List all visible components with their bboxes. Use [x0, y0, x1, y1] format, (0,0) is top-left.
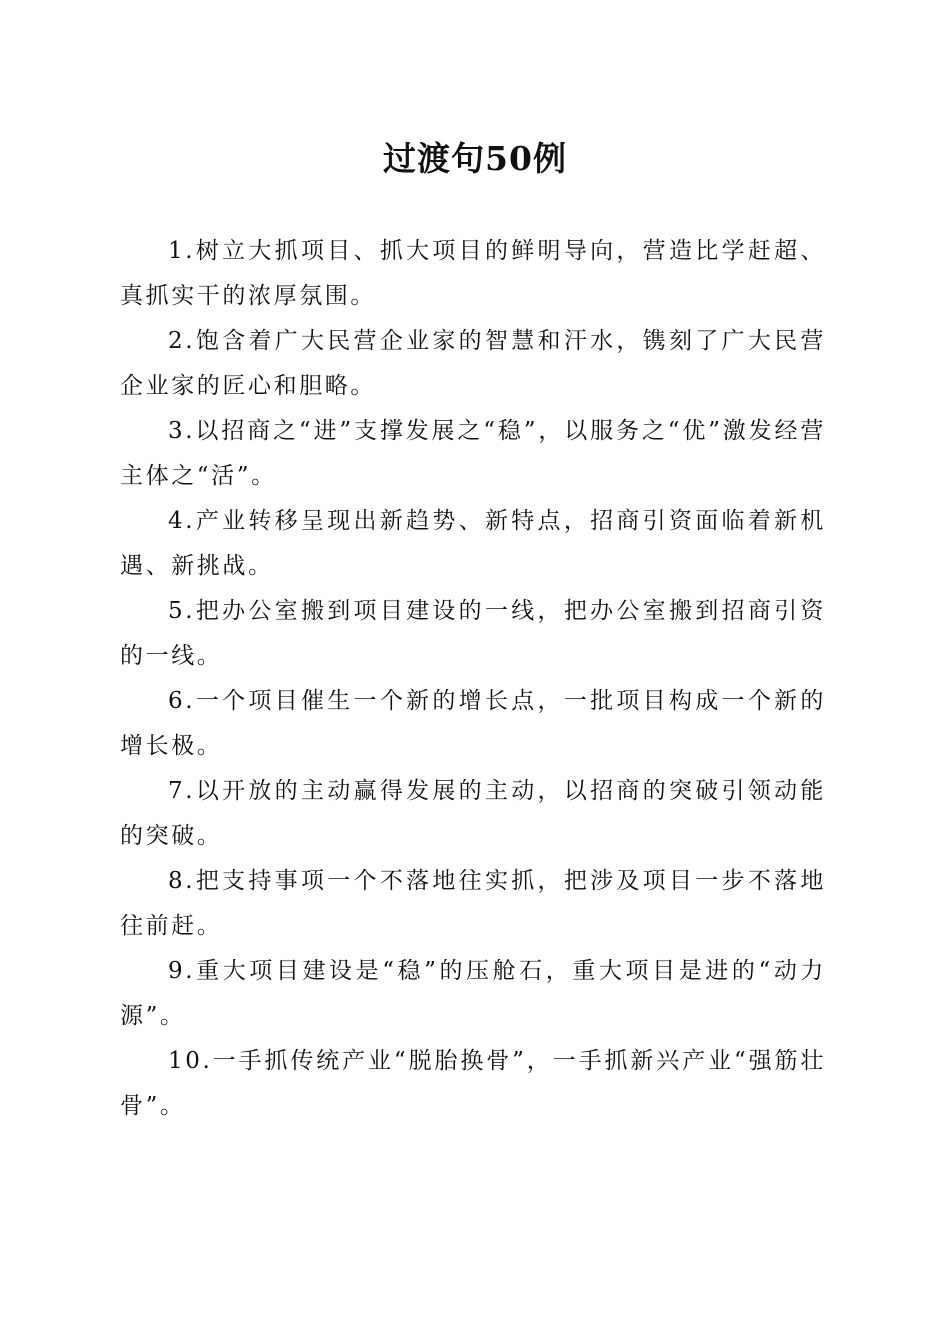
- paragraph-4: 4.产业转移呈现出新趋势、新特点，招商引资面临着新机遇、新挑战。: [120, 508, 826, 579]
- paragraph-2: 2.饱含着广大民营企业家的智慧和汗水，镌刻了广大民营企业家的匠心和胆略。: [120, 328, 826, 399]
- paragraph-1: 1.树立大抓项目、抓大项目的鲜明导向，营造比学赶超、真抓实干的浓厚氛围。: [120, 238, 826, 309]
- paragraph-5: 5.把办公室搬到项目建设的一线，把办公室搬到招商引资的一线。: [120, 598, 826, 669]
- document-title: 过渡句50例: [383, 139, 567, 178]
- paragraph-3: 3.以招商之“进”支撑发展之“稳”，以服务之“优”激发经营主体之“活”。: [120, 418, 826, 489]
- paragraph-7: 7.以开放的主动赢得发展的主动，以招商的突破引领动能的突破。: [120, 778, 826, 849]
- paragraph-9: 9.重大项目建设是“稳”的压舱石，重大项目是进的“动力源”。: [120, 958, 826, 1029]
- paragraph-8: 8.把支持事项一个不落地往实抓，把涉及项目一步不落地往前赶。: [120, 868, 826, 939]
- paragraph-6: 6.一个项目催生一个新的增长点，一批项目构成一个新的增长极。: [120, 688, 826, 759]
- document-body: [120, 229, 826, 1129]
- paragraph-10: 10.一手抓传统产业“脱胎换骨”，一手抓新兴产业“强筋壮骨”。: [120, 1048, 826, 1119]
